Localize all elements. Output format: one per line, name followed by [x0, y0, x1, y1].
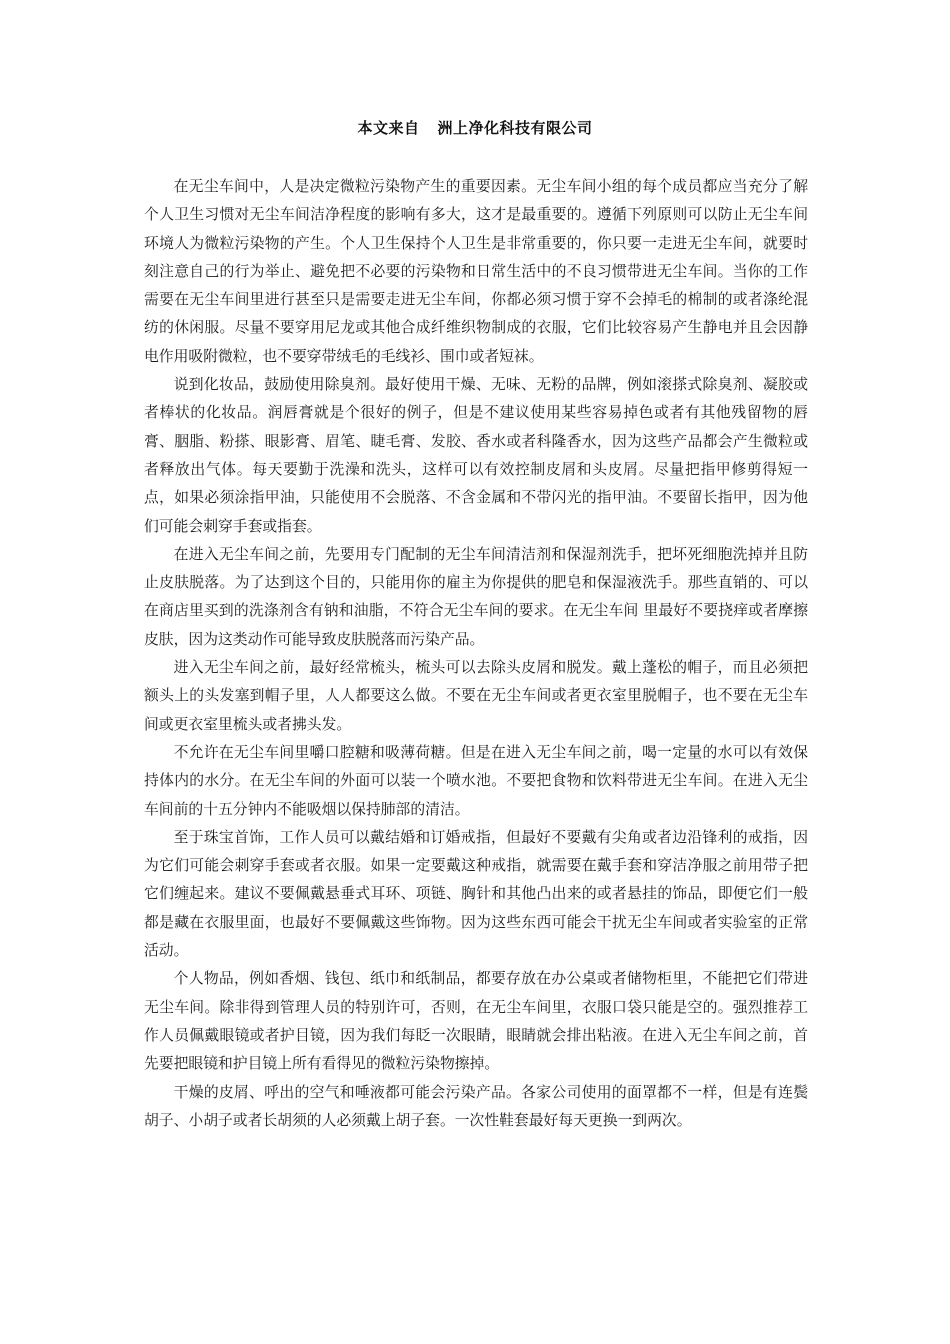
paragraph-cosmetics: 说到化妆品，鼓励使用除臭剂。最好使用干燥、无味、无粉的品牌，例如滚搽式除臭剂、凝胶或者棒状的化妆品。润唇膏就是个很好的例子，但是不建议使用某些容易掉色或者有其他残留物的唇膏、胭脂、粉搽、眼影膏、眉笔、睫毛膏、发胶、香水或者科隆香水，因为这些产品都会产生微粒或者释放出气体。每天要勤于洗澡和洗头，这样可以有效控制皮屑和头皮屑。尽量把指甲修剪得短一点，如果必须涂指甲油，只能使用不会脱落、不含金属和不带闪光的指甲油。不要留长指甲，因为他们可能会刺穿手套或指套。: [144, 376, 808, 535]
paragraph-food-drink: 不允许在无尘车间里嚼口腔糖和吸薄荷糖。但是在进入无尘车间之前，喝一定量的水可以有效保持体内的水分。在无尘车间的外面可以装一个喷水池。不要把食物和饮料带进无尘车间。在进入无尘车间前的十五分钟内不能吸烟以保持肺部的清洁。: [144, 743, 808, 818]
paragraph-hair: 进入无尘车间之前，最好经常梳头，梳头可以去除头皮屑和脱发。戴上蓬松的帽子，而且必须把额头上的头发塞到帽子里，人人都要这么做。不要在无尘车间或者更衣室里脱帽子，也不要在无尘车间或更衣室里梳头或者拂头发。: [144, 659, 808, 733]
title-prefix: 本文来自: [357, 119, 420, 137]
document-title: [0, 118, 950, 138]
paragraph-personal-hygiene: 在无尘车间中，人是决定微粒污染物产生的重要因素。无尘车间小组的每个成员都应当充分了解个人卫生习惯对无尘车间洁净程度的影响有多大，这才是最重要的。遵循下列原则可以防止无尘车间环境人为微粒污染物的产生。个人卫生保持个人卫生是非常重要的，你只要一走进无尘车间，就要时刻注意自己的行为举止、避免把不必要的污染物和日常生活中的不良习惯带进无尘车间。当你的工作需要在无尘车间里进行甚至只是需要走进无尘车间，你都必须习惯于穿不会掉毛的棉制的或者涤纶混纺的休闲服。尽量不要穿用尼龙或其他合成纤维织物制成的衣服，它们比较容易产生静电并且会因静电作用吸附微粒，也不要穿带绒毛的毛线衫、围巾或者短袜。: [144, 178, 808, 365]
paragraph-hand-washing: 在进入无尘车间之前，先要用专门配制的无尘车间清洁剂和保湿剂洗手，把坏死细胞洗掉并且防止皮肤脱落。为了达到这个目的，只能用你的雇主为你提供的肥皂和保湿液洗手。那些直销的、可以在商店里买到的洗涤剂含有钠和油脂，不符合无尘车间的要求。在无尘车间 里最好不要挠痒或者摩擦皮肤，因为这类动作可能导致皮肤脱落而污染产品。: [144, 545, 808, 648]
title-company: 洲上净化科技有限公司: [437, 119, 593, 137]
paragraph-masks-shoes: 干燥的皮屑、呼出的空气和唾液都可能会污染产品。各家公司使用的面罩都不一样，但是有连鬓胡子、小胡子或者长胡须的人必须戴上胡子套。一次性鞋套最好每天更换一到两次。: [144, 1083, 808, 1129]
paragraph-personal-items: 个人物品，例如香烟、钱包、纸巾和纸制品，都要存放在办公桌或者储物柜里，不能把它们带进无尘车间。除非得到管理人员的特别许可，否则，在无尘车间里，衣服口袋只能是空的。强烈推荐工作人员佩戴眼镜或者护目镜，因为我们每眨一次眼睛，眼睛就会排出粘液。在进入无尘车间之前，首先要把眼镜和护目镜上所有看得见的微粒污染物擦掉。: [144, 970, 808, 1073]
paragraph-jewelry: 至于珠宝首饰，工作人员可以戴结婚和订婚戒指，但最好不要戴有尖角或者边沿锋利的戒指，因为它们可能会刺穿手套或者衣服。如果一定要戴这种戒指，就需要在戴手套和穿洁净服之前用带子把它们缠起来。建议不要佩戴悬垂式耳环、项链、胸针和其他凸出来的或者悬挂的饰品，即便它们一般都是藏在衣服里面，也最好不要佩戴这些饰物。因为这些东西可能会干扰无尘车间或者实验室的正常活动。: [144, 828, 808, 960]
document-body: [144, 173, 808, 1135]
